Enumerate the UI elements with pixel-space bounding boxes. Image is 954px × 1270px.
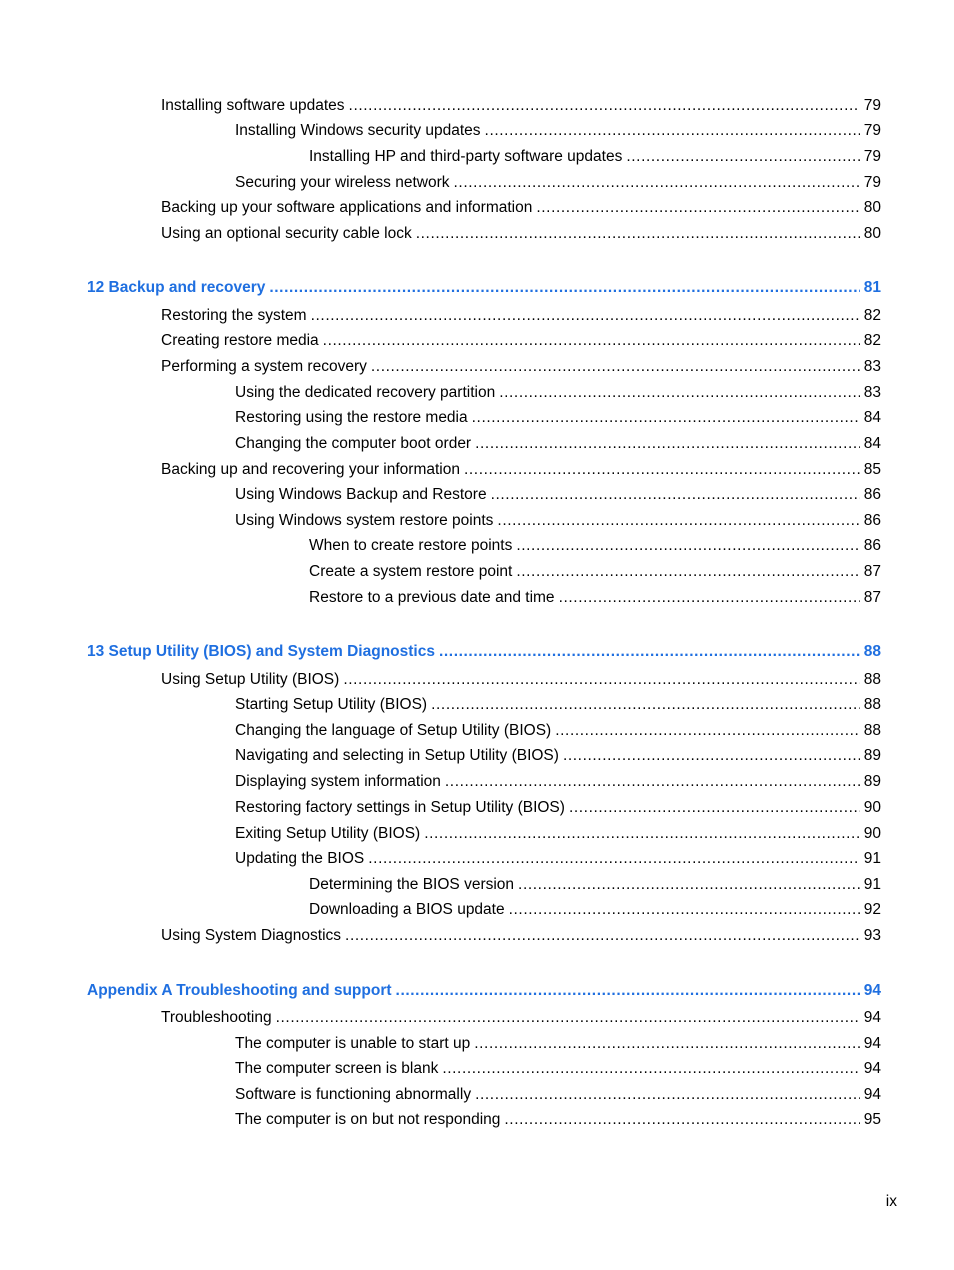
toc-entry-title: Using Windows system restore points xyxy=(235,512,494,529)
toc-entry[interactable] xyxy=(161,358,881,376)
toc-entry-page: 94 xyxy=(863,1009,881,1026)
toc-leader-dots xyxy=(269,279,859,297)
toc-leader-dots xyxy=(504,1111,859,1129)
toc-entry[interactable] xyxy=(309,876,881,894)
toc-entry-title: Troubleshooting xyxy=(161,1009,272,1026)
toc-entry-title: Using Setup Utility (BIOS) xyxy=(161,671,340,688)
toc-entry[interactable] xyxy=(235,696,881,714)
toc-entry[interactable] xyxy=(309,148,881,166)
toc-entry[interactable] xyxy=(235,409,881,427)
toc-leader-dots xyxy=(416,225,860,243)
toc-entry-title: Changing the computer boot order xyxy=(235,435,472,452)
toc-entry-title: Securing your wireless network xyxy=(235,174,450,191)
toc-entry[interactable] xyxy=(161,1009,881,1027)
toc-entry-page: 79 xyxy=(863,174,881,191)
toc-chapter-page: 88 xyxy=(863,643,881,660)
toc-entry-title: Restoring factory settings in Setup Utility (BIOS) xyxy=(235,799,565,816)
toc-entry-title: Restore to a previous date and time xyxy=(309,589,555,606)
toc-leader-dots xyxy=(491,486,860,504)
toc-entry-page: 91 xyxy=(863,850,881,867)
toc-leader-dots xyxy=(368,850,860,868)
toc-entry-title: The computer is unable to start up xyxy=(235,1035,471,1052)
toc-entry-page: 80 xyxy=(863,225,881,242)
toc-entry[interactable] xyxy=(235,512,881,530)
toc-entry-page: 79 xyxy=(863,148,881,165)
toc-entry-page: 87 xyxy=(863,563,881,580)
toc-entry-title: Exiting Setup Utility (BIOS) xyxy=(235,825,421,842)
toc-leader-dots xyxy=(516,563,859,581)
toc-leader-dots xyxy=(454,174,860,192)
toc-entry[interactable] xyxy=(235,384,881,402)
toc-entry-page: 79 xyxy=(863,122,881,139)
toc-leader-dots xyxy=(396,982,860,1000)
toc-chapter-title: 12 Backup and recovery xyxy=(87,279,266,296)
toc-leader-dots xyxy=(323,332,860,350)
toc-entry[interactable] xyxy=(161,225,881,243)
toc-leader-dots xyxy=(485,122,860,140)
toc-entry[interactable] xyxy=(235,850,881,868)
toc-leader-dots xyxy=(442,1060,859,1078)
toc-leader-dots xyxy=(569,799,860,817)
toc-entry[interactable] xyxy=(309,563,881,581)
toc-chapter-title: 13 Setup Utility (BIOS) and System Diagnostics xyxy=(87,643,435,660)
toc-entry-title: Creating restore media xyxy=(161,332,319,349)
toc-entry-title: The computer is on but not responding xyxy=(235,1111,501,1128)
toc-leader-dots xyxy=(276,1009,860,1027)
toc-entry-page: 88 xyxy=(863,696,881,713)
toc-entry-page: 90 xyxy=(863,799,881,816)
toc-entry[interactable] xyxy=(161,97,881,115)
toc-entry[interactable] xyxy=(309,537,881,555)
toc-entry-title: Starting Setup Utility (BIOS) xyxy=(235,696,428,713)
toc-entry-page: 86 xyxy=(863,486,881,503)
toc-entry[interactable] xyxy=(235,1060,881,1078)
toc-leader-dots xyxy=(516,537,859,555)
toc-entry-page: 94 xyxy=(863,1086,881,1103)
toc-entry-title: Changing the language of Setup Utility (BIOS) xyxy=(235,722,552,739)
toc-entry-page: 82 xyxy=(863,332,881,349)
toc-entry[interactable] xyxy=(161,332,881,350)
toc-chapter-13[interactable] xyxy=(87,643,881,661)
toc-entry[interactable] xyxy=(235,1086,881,1104)
toc-leader-dots xyxy=(343,671,859,689)
toc-entry-page: 85 xyxy=(863,461,881,478)
toc-entry[interactable] xyxy=(235,773,881,791)
toc-entry-page: 86 xyxy=(863,512,881,529)
toc-entry-page: 92 xyxy=(863,901,881,918)
toc-entry[interactable] xyxy=(161,461,881,479)
toc-entry[interactable] xyxy=(161,307,881,325)
toc-leader-dots xyxy=(559,589,860,607)
toc-entry-title: Using the dedicated recovery partition xyxy=(235,384,496,401)
toc-entry-title: Updating the BIOS xyxy=(235,850,365,867)
toc-leader-dots xyxy=(464,461,860,479)
toc-entry-page: 84 xyxy=(863,435,881,452)
toc-leader-dots xyxy=(499,384,860,402)
toc-leader-dots xyxy=(474,1035,860,1053)
toc-leader-dots xyxy=(424,825,860,843)
toc-leader-dots xyxy=(475,435,860,453)
toc-entry-title: When to create restore points xyxy=(309,537,513,554)
toc-entry-page: 87 xyxy=(863,589,881,606)
toc-entry-title: Performing a system recovery xyxy=(161,358,367,375)
toc-entry-page: 95 xyxy=(863,1111,881,1128)
toc-entry[interactable] xyxy=(235,174,881,192)
toc-leader-dots xyxy=(349,97,860,115)
toc-entry[interactable] xyxy=(309,589,881,607)
toc-entry-title: Backing up your software applications and information xyxy=(161,199,533,216)
toc-entry-page: 88 xyxy=(863,671,881,688)
toc-entry[interactable] xyxy=(161,927,881,945)
toc-appendix-a[interactable] xyxy=(87,982,881,1000)
toc-leader-dots xyxy=(518,876,860,894)
toc-leader-dots xyxy=(497,512,859,530)
toc-entry-page: 89 xyxy=(863,773,881,790)
toc-leader-dots xyxy=(475,1086,860,1104)
page-number: ix xyxy=(885,1193,897,1210)
toc-entry-title: Software is functioning abnormally xyxy=(235,1086,472,1103)
toc-entry-title: Downloading a BIOS update xyxy=(309,901,505,918)
toc-entry-title: Using System Diagnostics xyxy=(161,927,342,944)
toc-entry[interactable] xyxy=(235,435,881,453)
toc-entry-title: Create a system restore point xyxy=(309,563,513,580)
toc-entry-title: The computer screen is blank xyxy=(235,1060,439,1077)
toc-entry-title: Backing up and recovering your information xyxy=(161,461,460,478)
toc-entry-title: Using Windows Backup and Restore xyxy=(235,486,487,503)
toc-entry[interactable] xyxy=(161,671,881,689)
toc-leader-dots xyxy=(431,696,860,714)
toc-entry[interactable] xyxy=(235,1111,881,1129)
toc-chapter-page: 94 xyxy=(863,982,881,999)
toc-leader-dots xyxy=(555,722,860,740)
toc-entry-page: 94 xyxy=(863,1060,881,1077)
toc-entry[interactable] xyxy=(235,747,881,765)
toc-leader-dots xyxy=(536,199,859,217)
toc-leader-dots xyxy=(563,747,860,765)
toc-chapter-page: 81 xyxy=(863,279,881,296)
toc-leader-dots xyxy=(371,358,860,376)
toc-entry-title: Installing Windows security updates xyxy=(235,122,481,139)
toc-entry[interactable] xyxy=(235,825,881,843)
toc-entry-page: 94 xyxy=(863,1035,881,1052)
toc-leader-dots xyxy=(345,927,860,945)
toc-entry-page: 88 xyxy=(863,722,881,739)
toc-entry-page: 79 xyxy=(863,97,881,114)
toc-entry-title: Installing HP and third-party software updates xyxy=(309,148,623,165)
toc-entry-title: Using an optional security cable lock xyxy=(161,225,412,242)
toc-entry-page: 83 xyxy=(863,358,881,375)
toc-chapter-title: Appendix A Troubleshooting and support xyxy=(87,982,392,999)
toc-entry-page: 91 xyxy=(863,876,881,893)
toc-leader-dots xyxy=(472,409,860,427)
toc-entry[interactable] xyxy=(235,799,881,817)
toc-chapter-12[interactable] xyxy=(87,279,881,297)
toc-entry[interactable] xyxy=(235,1035,881,1053)
toc-entry-title: Restoring the system xyxy=(161,307,307,324)
toc-entry-title: Displaying system information xyxy=(235,773,441,790)
toc-entry[interactable] xyxy=(309,901,881,919)
toc-leader-dots xyxy=(311,307,860,325)
toc-entry-title: Restoring using the restore media xyxy=(235,409,468,426)
toc-leader-dots xyxy=(439,643,860,661)
toc-entry-page: 93 xyxy=(863,927,881,944)
toc-entry[interactable] xyxy=(235,722,881,740)
toc-entry[interactable] xyxy=(235,486,881,504)
toc-entry[interactable] xyxy=(235,122,881,140)
toc-entry-page: 90 xyxy=(863,825,881,842)
toc-leader-dots xyxy=(626,148,859,166)
toc-entry-title: Determining the BIOS version xyxy=(309,876,515,893)
toc-entry-page: 83 xyxy=(863,384,881,401)
toc-entry-page: 82 xyxy=(863,307,881,324)
toc-entry[interactable] xyxy=(161,199,881,217)
toc-entry-page: 80 xyxy=(863,199,881,216)
toc-entry-page: 86 xyxy=(863,537,881,554)
toc-entry-page: 84 xyxy=(863,409,881,426)
toc-entry-title: Installing software updates xyxy=(161,97,345,114)
toc-leader-dots xyxy=(445,773,860,791)
toc-leader-dots xyxy=(509,901,860,919)
toc-entry-page: 89 xyxy=(863,747,881,764)
toc-entry-title: Navigating and selecting in Setup Utility (BIOS) xyxy=(235,747,559,764)
